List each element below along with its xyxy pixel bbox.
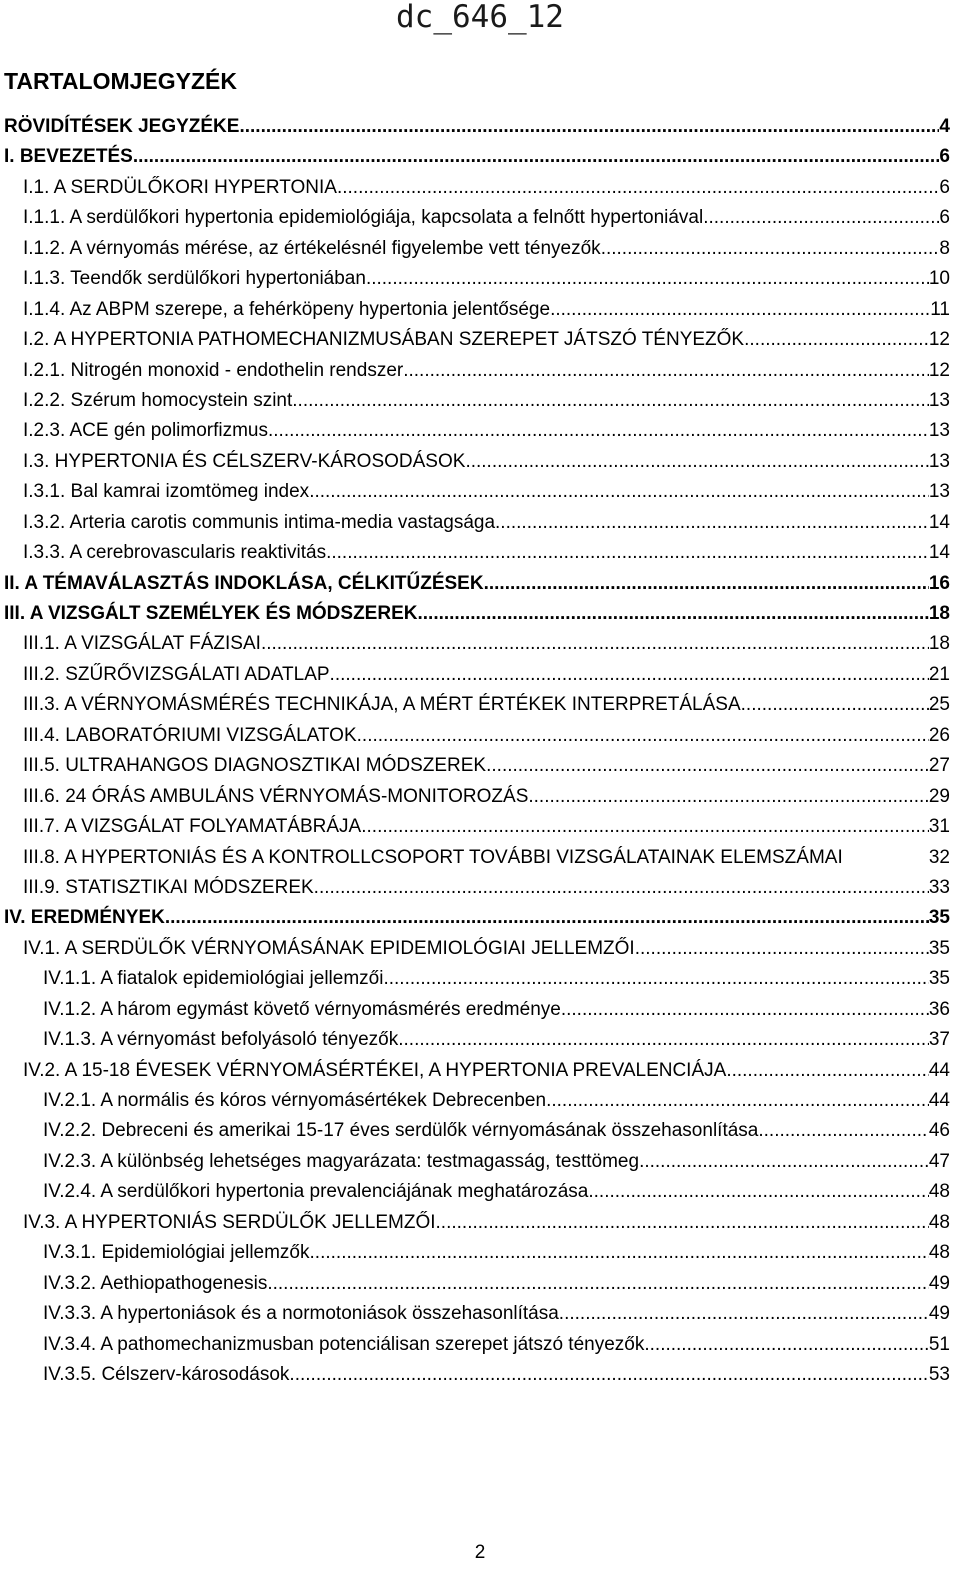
toc-entry-label: III.1. A VIZSGÁLAT FÁZISAI (23, 633, 261, 655)
toc-entry[interactable] (4, 1151, 950, 1181)
toc-leader-dots (744, 329, 929, 351)
toc-entry-label: IV. EREDMÉNYEK (4, 907, 165, 929)
toc-leader-dots (465, 451, 928, 473)
toc-entry-page: 14 (928, 542, 950, 564)
toc-leader-dots (133, 146, 940, 168)
toc-entry[interactable] (4, 360, 950, 390)
toc-leader-dots (436, 1212, 929, 1234)
toc-entry-page: 47 (928, 1150, 950, 1172)
toc-entry[interactable] (4, 725, 950, 755)
toc-entry-label: IV.1. A SERDÜLŐK VÉRNYOMÁSÁNAK EPIDEMIOLÓGIAI JELLEMZŐI (23, 937, 635, 959)
toc-leader-dots (486, 755, 929, 777)
toc-leader-dots (292, 390, 929, 412)
toc-entry-label: I.2.2. Szérum homocystein szint (23, 389, 293, 411)
toc-entry-label: III.7. A VIZSGÁLAT FOLYAMATÁBRÁJA (23, 816, 362, 838)
toc-entry[interactable] (4, 542, 950, 572)
document-id-header: dc_646_12 (396, 0, 564, 35)
toc-entry-page: 13 (928, 420, 950, 442)
toc-entry[interactable] (4, 329, 950, 359)
toc-leader-dots (417, 603, 928, 625)
toc-entry-label: III. A VIZSGÁLT SZEMÉLYEK ÉS MÓDSZEREK (4, 603, 418, 624)
toc-entry[interactable] (4, 816, 950, 846)
toc-entry-label: I.3.2. Arteria carotis communis intima-media vastagsága (23, 511, 496, 533)
toc-leader-dots (326, 542, 929, 564)
page-number: 2 (474, 1542, 486, 1563)
toc-entry-label: IV.2.4. A serdülőkori hypertonia prevalenciájának meghatározása (43, 1181, 589, 1203)
toc-entry-label: III.2. SZŰRŐVIZSGÁLATI ADATLAP (23, 663, 330, 685)
toc-entry-label: III.8. A HYPERTONIÁS ÉS A KONTROLLCSOPORT TOVÁBBI VIZSGÁLATAINAK ELEMSZÁMAI (23, 846, 843, 868)
toc-entry[interactable] (4, 694, 950, 724)
toc-entry[interactable] (4, 755, 950, 785)
toc-entry[interactable] (4, 512, 950, 542)
toc-entry[interactable] (4, 116, 950, 146)
toc-entry-label: III.9. STATISZTIKAI MÓDSZEREK (23, 876, 314, 898)
toc-leader-dots (357, 725, 929, 747)
toc-leader-dots (289, 1364, 928, 1386)
toc-entry[interactable] (4, 299, 950, 329)
toc-entry[interactable] (4, 1242, 950, 1272)
toc-entry-page: 46 (928, 1120, 950, 1142)
toc-entry[interactable] (4, 938, 950, 968)
toc-entry-label: IV.2.1. A normális és kóros vérnyomásértékek Debrecenben (43, 1090, 547, 1111)
toc-entry-label: I.3. HYPERTONIA ÉS CÉLSZERV-KÁROSODÁSOK (23, 450, 466, 472)
toc-entry[interactable] (4, 420, 950, 450)
toc-entry[interactable] (4, 633, 950, 663)
toc-leader-dots (310, 1242, 929, 1264)
toc-entry-page: 53 (928, 1363, 950, 1385)
toc-entry-label: II. A TÉMAVÁLASZTÁS INDOKLÁSA, CÉLKITŰZÉSEK (4, 572, 484, 594)
toc-leader-dots (330, 664, 929, 686)
toc-entry-label: I.1.4. Az ABPM szerepe, a fehérköpeny hypertonia jelentősége (23, 298, 551, 320)
toc-entry-page: 16 (928, 572, 950, 594)
toc-leader-dots (337, 177, 939, 199)
toc-leader-dots (165, 907, 929, 929)
toc-entry[interactable] (4, 1060, 950, 1090)
toc-entry[interactable] (4, 1273, 950, 1303)
toc-entry-page: 48 (928, 1181, 950, 1203)
toc-entry-label: III.3. A VÉRNYOMÁSMÉRÉS TECHNIKÁJA, A MÉRT ÉRTÉKEK INTERPRETÁLÁSA (23, 694, 741, 716)
toc-entry[interactable] (4, 1364, 950, 1394)
toc-entry-label: IV.3. A HYPERTONIÁS SERDÜLŐK JELLEMZŐI (23, 1211, 436, 1233)
toc-entry-label: IV.2. A 15-18 ÉVESEK VÉRNYOMÁSÉRTÉKEI, A HYPERTONIA PREVALENCIÁJA (23, 1059, 727, 1081)
toc-entry-label: IV.3.3. A hypertoniások és a normotoniások összehasonlítása (43, 1303, 559, 1325)
toc-leader-dots (644, 1334, 929, 1356)
toc-leader-dots (398, 1029, 929, 1051)
toc-entry-page: 21 (928, 663, 950, 685)
toc-leader-dots (588, 1181, 928, 1203)
toc-entry-page: 35 (928, 968, 950, 990)
toc-leader-dots (741, 694, 929, 716)
toc-entry[interactable] (4, 968, 950, 998)
toc-entry-label: I.2.3. ACE gén polimorfizmus (23, 420, 268, 442)
toc-entry-page: 10 (928, 268, 950, 290)
toc-entry-label: I.3.1. Bal kamrai izomtömeg index (23, 481, 310, 503)
toc-entry-page: 6 (939, 176, 950, 198)
toc-entry-label: I.1. A SERDÜLŐKORI HYPERTONIA (23, 176, 337, 198)
toc-entry-label: IV.2.2. Debreceni és amerikai 15-17 éves serdülők vérnyomásának összehasonlítása (43, 1120, 759, 1142)
toc-entry-label: IV.2.3. A különbség lehetséges magyarázata: testmagasság, testtömeg (43, 1150, 640, 1172)
toc-entry-page: 14 (928, 511, 950, 533)
toc-leader-dots (635, 938, 929, 960)
toc-entry[interactable] (4, 1181, 950, 1211)
toc-entry-label: III.6. 24 ÓRÁS AMBULÁNS VÉRNYOMÁS-MONITOROZÁS (23, 785, 529, 807)
toc-entry-page: 4 (939, 116, 950, 137)
toc-entry-label: IV.1.3. A vérnyomást befolyásoló tényezők (43, 1029, 399, 1051)
toc-leader-dots (559, 1303, 929, 1325)
toc-entry-label: IV.3.1. Epidemiológiai jellemzők (43, 1242, 310, 1264)
toc-entry-label: I.1.2. A vérnyomás mérése, az értékelésnél figyelembe vett tényezők (23, 237, 601, 259)
toc-entry-page: 12 (928, 359, 950, 381)
toc-entry-label: I. BEVEZETÉS (4, 146, 133, 168)
toc-entry-label: IV.1.2. A három egymást követő vérnyomásmérés eredménye (43, 998, 561, 1020)
toc-entry-page: 37 (928, 1029, 950, 1051)
toc-entry-page: 35 (928, 937, 950, 959)
toc-leader-dots (261, 633, 929, 655)
toc-entry-label: I.2. A HYPERTONIA PATHOMECHANIZMUSÁBAN SZEREPET JÁTSZÓ TÉNYEZŐK (23, 329, 745, 351)
toc-entry-label: I.3.3. A cerebrovascularis reaktivitás (23, 542, 327, 564)
toc-entry[interactable] (4, 1334, 950, 1364)
toc-entry-page: 26 (928, 724, 950, 746)
toc-entry-page: 44 (928, 1059, 950, 1081)
toc-entry-page: 35 (928, 907, 950, 929)
toc-entry-label: IV.3.2. Aethiopathogenesis (43, 1272, 268, 1294)
toc-entry-page: 11 (930, 298, 950, 320)
toc-leader-dots (366, 268, 929, 290)
toc-leader-dots (268, 420, 929, 442)
toc-entry[interactable] (4, 573, 950, 603)
toc-entry-page: 6 (939, 207, 950, 229)
toc-entry-page: 29 (928, 785, 950, 807)
toc-entry[interactable] (4, 451, 950, 481)
toc-leader-dots (528, 786, 928, 808)
toc-entry-page: 13 (928, 481, 950, 503)
toc-entry-label: IV.3.5. Célszerv-károsodások (43, 1363, 290, 1385)
toc-leader-dots (403, 360, 929, 382)
toc-entry-page: 18 (928, 603, 950, 624)
toc-leader-dots (309, 481, 929, 503)
toc-entry-page: 48 (928, 1242, 950, 1264)
toc-entry[interactable] (4, 1303, 950, 1333)
toc-title: TARTALOMJEGYZÉK (4, 68, 237, 94)
toc-entry[interactable] (4, 207, 950, 237)
toc-entry-label: I.1.3. Teendők serdülőkori hypertoniában (23, 268, 366, 290)
toc-entry[interactable] (4, 786, 950, 816)
toc-leader-dots (703, 207, 939, 229)
toc-entry-page: 48 (928, 1211, 950, 1233)
toc-entry[interactable] (4, 481, 950, 511)
toc-leader-dots (484, 573, 929, 595)
toc-leader-dots (239, 116, 939, 138)
toc-entry-label: IV.1.1. A fiatalok epidemiológiai jellemzői (43, 968, 384, 990)
toc-entry[interactable] (4, 146, 950, 176)
toc-entry[interactable] (4, 268, 950, 298)
toc-entry[interactable] (4, 907, 950, 937)
toc-entry-page: 31 (928, 816, 950, 838)
toc-entry-page: 49 (928, 1303, 950, 1325)
toc-leader-dots (639, 1151, 929, 1173)
toc-entry[interactable] (4, 238, 950, 268)
toc-leader-dots (561, 999, 929, 1021)
toc-entry-page: 13 (928, 389, 950, 411)
toc-entry-page: 12 (928, 329, 950, 351)
table-of-contents (4, 116, 950, 1394)
toc-leader-dots (758, 1120, 929, 1142)
toc-leader-dots (314, 877, 929, 899)
toc-entry-page: 33 (928, 876, 950, 898)
toc-entry-page: 27 (928, 755, 950, 777)
toc-entry[interactable] (4, 177, 950, 207)
toc-entry-page: 18 (928, 633, 950, 655)
toc-leader-dots (546, 1090, 929, 1112)
toc-entry-page: 8 (939, 237, 950, 259)
toc-entry-page: 32 (928, 846, 950, 868)
toc-entry-label: III.5. ULTRAHANGOS DIAGNOSZTIKAI MÓDSZEREK (23, 755, 487, 777)
toc-leader-dots (361, 816, 929, 838)
toc-entry-label: IV.3.4. A pathomechanizmusban potenciálisan szerepet játszó tényezők (43, 1333, 645, 1355)
toc-entry-page: 49 (928, 1272, 950, 1294)
toc-entry-page: 25 (928, 694, 950, 716)
toc-leader-dots (267, 1273, 929, 1295)
toc-entry-page: 36 (928, 998, 950, 1020)
toc-entry[interactable] (4, 390, 950, 420)
toc-entry-label: I.1.1. A serdülőkori hypertonia epidemiológiája, kapcsolata a felnőtt hypertoniával (23, 207, 704, 229)
toc-entry[interactable] (4, 1090, 950, 1120)
toc-leader-dots (550, 299, 930, 321)
toc-entry[interactable] (4, 664, 950, 694)
toc-entry-page: 44 (928, 1090, 950, 1111)
toc-entry[interactable] (4, 847, 950, 877)
toc-entry-page: 6 (939, 146, 950, 168)
toc-entry[interactable] (4, 1120, 950, 1150)
toc-entry-page: 51 (928, 1333, 950, 1355)
toc-entry[interactable] (4, 603, 950, 633)
toc-leader-dots (726, 1060, 929, 1082)
toc-entry[interactable] (4, 877, 950, 907)
toc-entry-label: III.4. LABORATÓRIUMI VIZSGÁLATOK (23, 724, 357, 746)
toc-entry-label: I.2.1. Nitrogén monoxid - endothelin rendszer (23, 359, 404, 381)
toc-entry[interactable] (4, 1029, 950, 1059)
toc-leader-dots (495, 512, 929, 534)
toc-leader-dots (601, 238, 940, 260)
toc-leader-dots (383, 968, 928, 990)
toc-entry[interactable] (4, 999, 950, 1029)
toc-entry-page: 13 (928, 450, 950, 472)
toc-entry-label: RÖVIDÍTÉSEK JEGYZÉKE (4, 116, 240, 137)
toc-entry[interactable] (4, 1212, 950, 1242)
